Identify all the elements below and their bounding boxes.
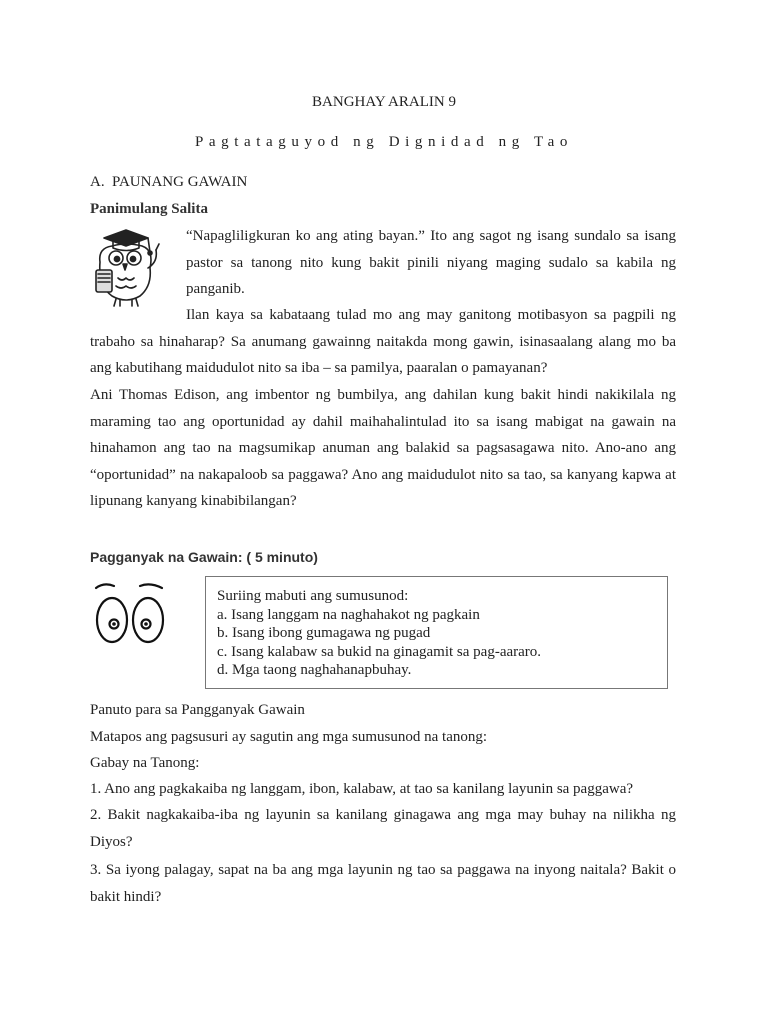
section-letter: A. <box>90 174 105 190</box>
question-2 <box>90 802 676 855</box>
box-item: a. Isang langgam na naghahakot ng pagkain <box>217 606 480 623</box>
document-title: BANGHAY ARALIN 9 <box>312 94 456 110</box>
section-a-heading <box>90 172 247 192</box>
gabay-label: Gabay na Tanong: <box>90 755 200 771</box>
question-line: Diyos? <box>90 833 133 850</box>
paragraph-line: Ilan kaya sa kabataang tulad mo ang may ganitong motibasyon sa pagpili ng <box>186 307 676 323</box>
panimulang-heading: Panimulang Salita <box>90 201 208 217</box>
document-subtitle: Pagtataguyod ng Dignidad ng Tao <box>194 134 574 150</box>
panuto-title: Panuto para sa Pangganyak Gawain <box>90 702 305 718</box>
question-line: 3. Sa iyong palagay, sapat na ba ang mga layunin ng tao sa paggawa na inyong naitala? Bakit o <box>90 862 676 878</box>
paragraph-line: hinahamon ang tao na magsumikap anuman ang balakid sa pagsasagawa nito. Ano-ano ang <box>90 440 676 456</box>
panuto-instruction: Matapos ang pagsusuri ay sagutin ang mga sumusunod na tanong: <box>90 729 488 745</box>
quote-paragraph <box>186 223 676 303</box>
box-item: d. Mga taong naghahanapbuhay. <box>217 662 412 678</box>
question-line: 2. Bakit nagkakaiba-iba ng layunin sa kanilang ginagawa ang mga may buhay na nilikha ng <box>90 807 676 823</box>
question-1: 1. Ano ang pagkakaiba ng langgam, ibon, kalabaw, at tao sa kanilang layunin sa paggawa? <box>90 781 634 797</box>
paragraph-line: Ani Thomas Edison, ang imbentor ng bumbilya, ang dahilan kung bakit hindi nakikilala ng <box>90 387 676 403</box>
section-label: PAUNANG GAWAIN <box>112 174 248 190</box>
owl-teacher-icon <box>86 222 172 308</box>
box-item: c. Isang kalabaw sa bukid na ginagamit sa pag-aararo. <box>217 643 542 660</box>
pagganyak-heading: Pagganyak na Gawain: ( 5 minuto) <box>90 549 318 565</box>
question-3 <box>90 857 676 910</box>
paragraph-line: ang kabutihang maidudulot nito sa iba – sa pamilya, paaralan o pamayanan? <box>90 360 548 376</box>
paragraph-line: lipunang kanyang kinabibilangan? <box>90 493 297 509</box>
observation-box <box>205 576 668 689</box>
box-item: b. Isang ibong gumagawa ng pugad <box>217 625 431 641</box>
question-line: bakit hindi? <box>90 888 162 905</box>
edison-paragraph <box>90 382 676 515</box>
quote-line: panganib. <box>186 281 245 297</box>
paragraph-line: “oportunidad” na nakapaloob sa paggawa? Ano ang maidudulot nito sa tao, sa kanyang kapwa at <box>90 466 676 483</box>
paragraph-line: maraming tao ang oportunidad ay dahil maihahalintulad ito sa isang mabigat na gawain na <box>90 413 676 430</box>
box-intro: Suriing mabuti ang sumusunod: <box>217 588 409 604</box>
paragraph-line: trabaho sa hinaharap? Sa anumang gawainng naitakda mong gawin, isinasaalang alang mo ba <box>90 333 676 350</box>
quote-line: pastor sa tanong nito kung bakit pinili niyang maging sudalo sa kabila ng <box>186 254 676 271</box>
quote-line: “Napagliligkuran ko ang ating bayan.” Ito ang sagot ng isang sundalo sa isang <box>186 228 676 244</box>
motivation-paragraph <box>90 302 676 382</box>
cartoon-eyes-icon <box>90 580 172 646</box>
